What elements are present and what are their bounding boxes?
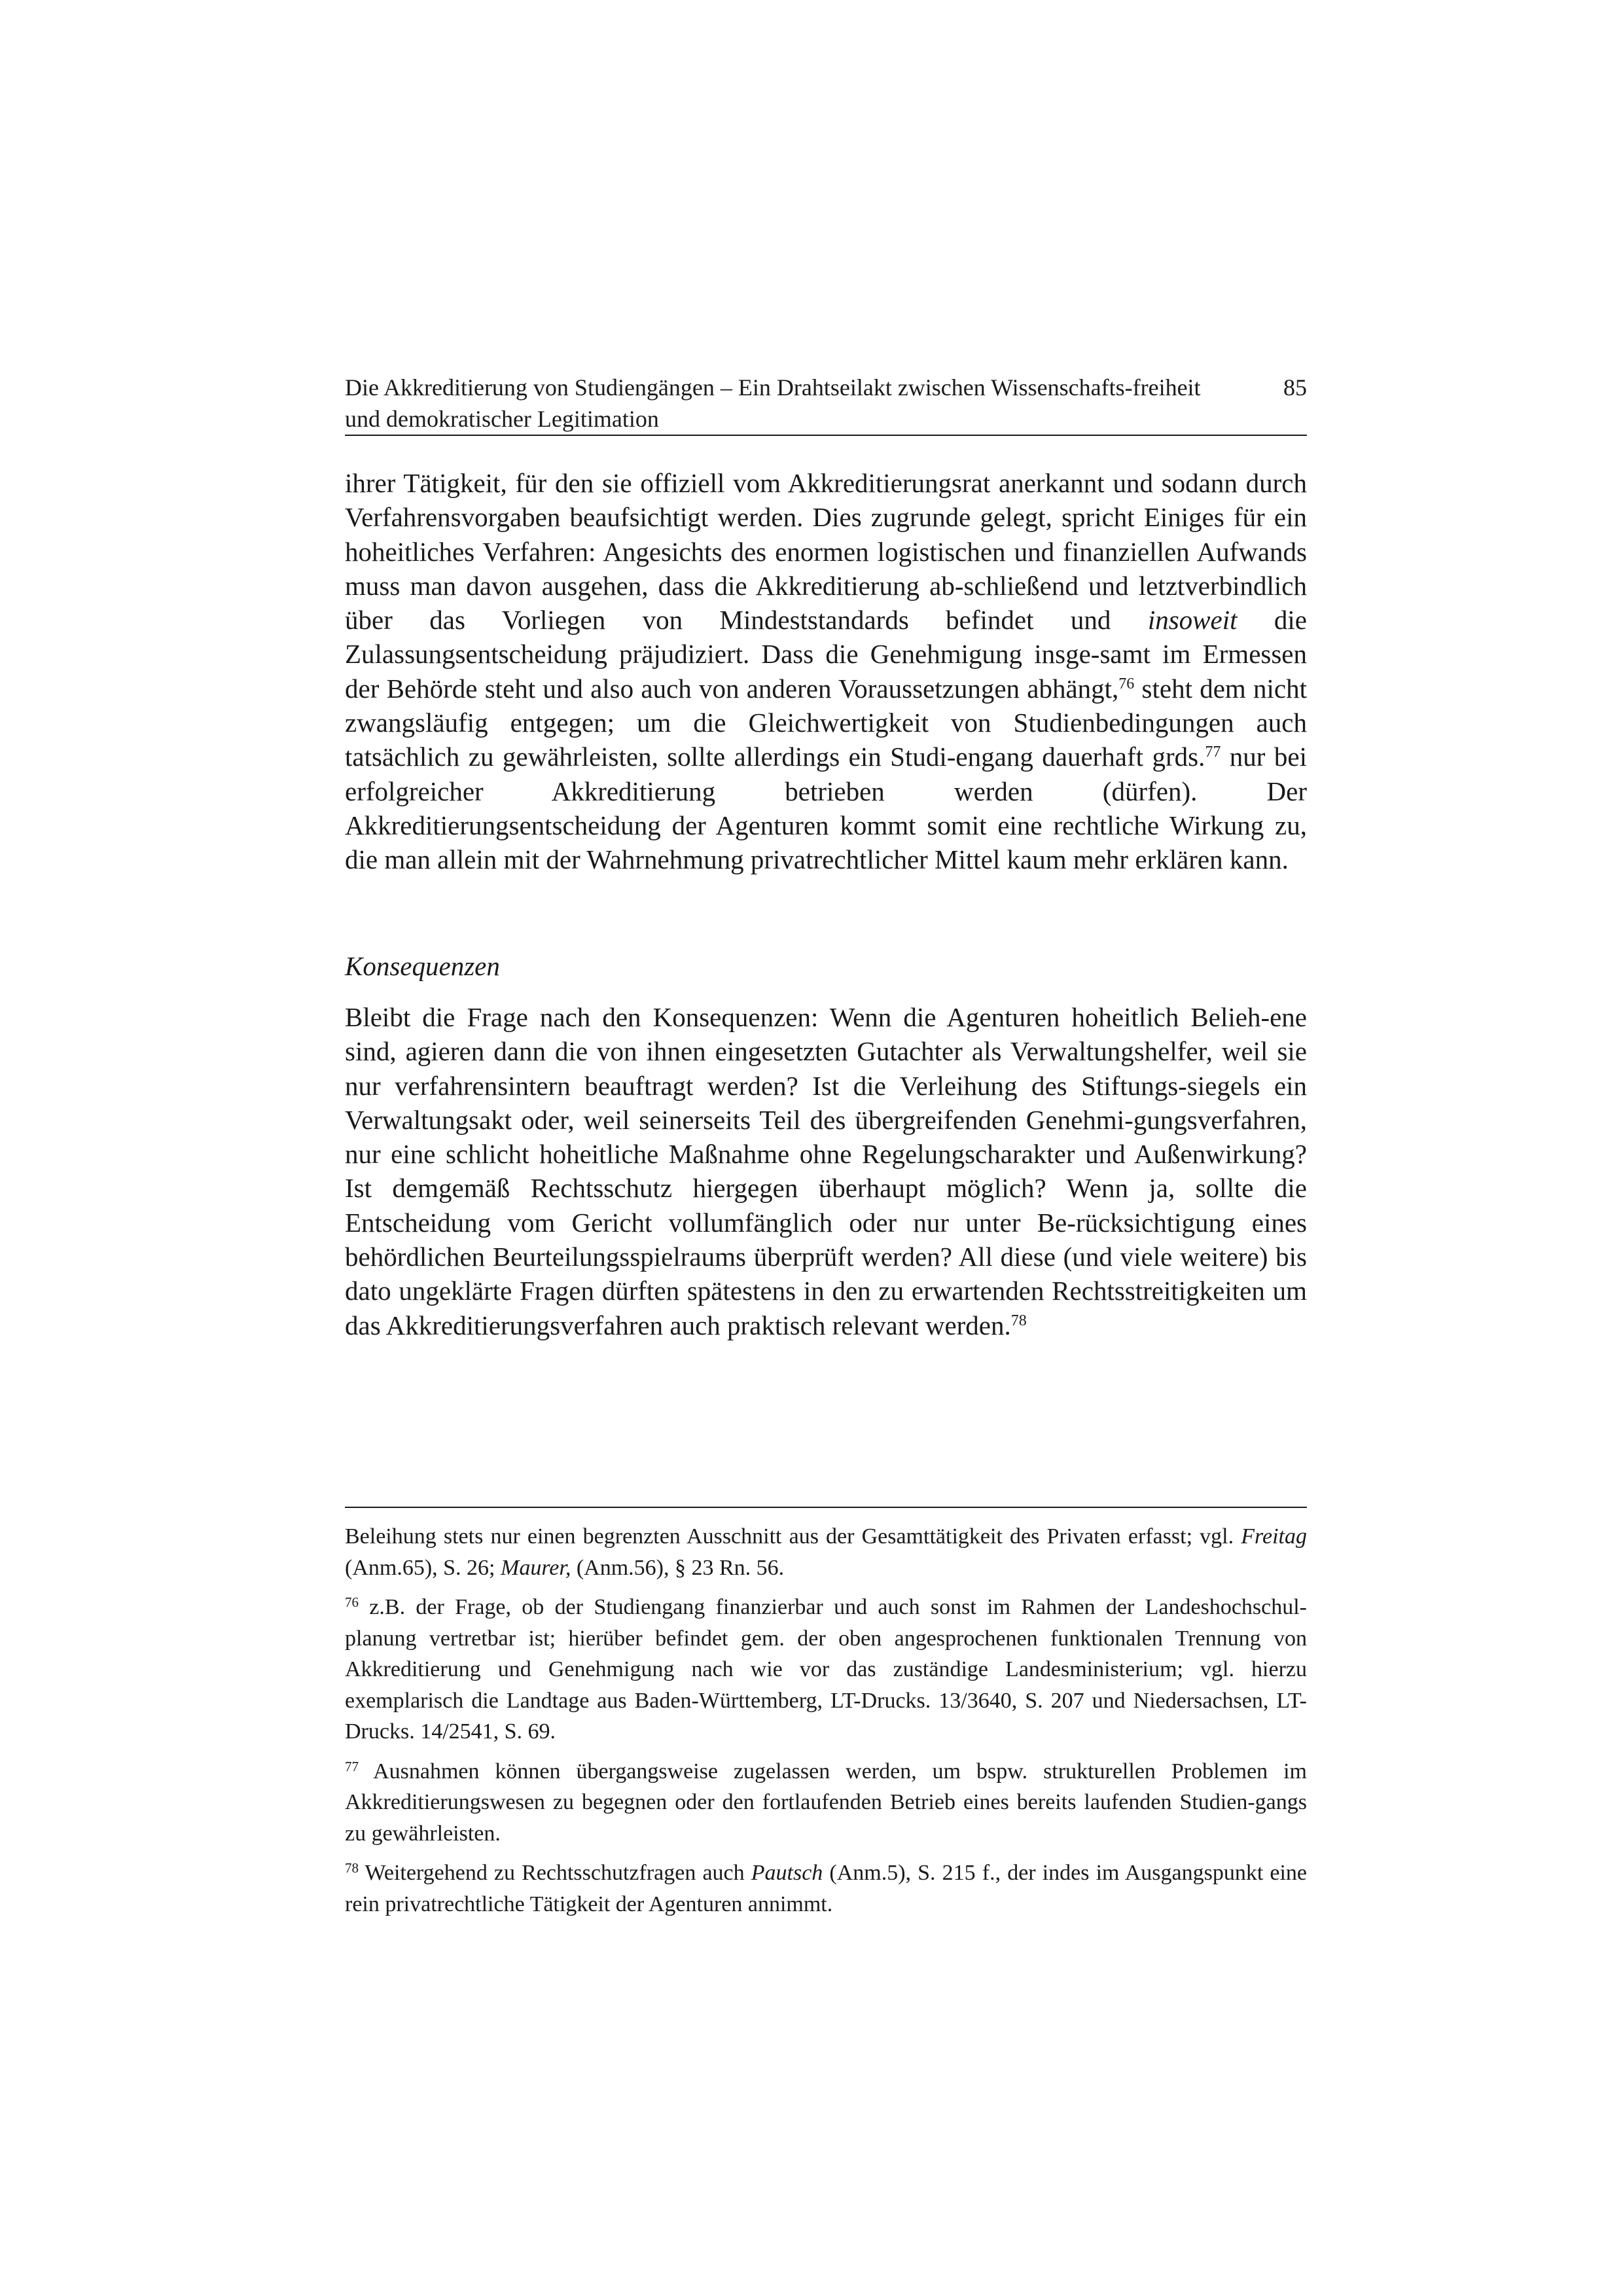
text-run: Ausnahmen können übergangsweise zugelassen werden, um bspw. strukturellen Problemen im Akkreditierungswesen zu begegnen oder den fortlaufenden Betrieb eines bereits laufenden Studien-gangs zu gewährleisten. (345, 1759, 1307, 1846)
emphasis-insoweit: insoweit (1147, 605, 1238, 636)
text-run: Bleibt die Frage nach den Konsequenzen: Wenn die Agenturen hoheitlich Belieh-ene sind, agieren dann die von ihnen eingesetzten Gutachter als Verwaltungshelfer, weil sie nur verfahrensintern beauftragt werden? Ist die Verleihung des Stiftungs-siegels ein Verwaltungsakt oder, weil seinerseits Teil des übergreifenden Genehmi-gungsverfahren, nur eine schlicht hoheitliche Maßnahme ohne Regelungscharakter und Außenwirkung? Ist demgemäß Rechtsschutz hiergegen überhaupt möglich? Wenn ja, sollte die Entscheidung vom Gericht vollumfänglich oder nur unter Be-rücksichtigung eines behördlichen Beurteilungsspielraums überprüft werden? All diese (und viele weitere) bis dato ungeklärte Fragen dürften spätestens in den zu erwartenden Rechtsstreitigkeiten um das Akkreditierungsverfahren auch praktisch relevant werden. (345, 1002, 1307, 1340)
text-run: (Anm.65), S. 26; (345, 1555, 501, 1580)
author-freitag: Freitag (1241, 1524, 1307, 1549)
footnote-ref-77[interactable]: 77 (1205, 744, 1221, 761)
body-paragraph-2 (345, 1000, 1307, 1342)
text-run: Beleihung stets nur einen begrenzten Ausschnitt aus der Gesamttätigkeit des Privaten erfasst; vgl. (345, 1524, 1241, 1549)
footnote-ref-78[interactable]: 78 (1010, 1312, 1027, 1329)
running-header-title: Die Akkreditierung von Studiengängen – Ein Drahtseilakt zwischen Wissenschafts-freiheit und demokratischer Legitimation (345, 374, 1201, 432)
footnote-number: 77 (345, 1758, 359, 1774)
text-run: (Anm.56), § 23 Rn. 56. (571, 1555, 785, 1580)
text-run: die Zulassungsentscheidung präjudiziert. Dass die Genehmigung insge-samt im Ermessen der Behörde steht und also auch von anderen Voraussetzungen abhängt, (345, 605, 1307, 704)
section-heading: Konsequenzen (345, 951, 500, 981)
footnote-ref-76[interactable]: 76 (1118, 675, 1135, 692)
author-pautsch: Pautsch (751, 1861, 823, 1885)
footnote-77 (345, 1756, 1307, 1850)
header-divider (345, 435, 1307, 436)
footnotes (345, 1521, 1307, 1928)
body-paragraph-1 (345, 466, 1307, 877)
text-run: Weitergehend zu Rechtsschutzfragen auch (359, 1861, 751, 1885)
text-run: z.B. der Frage, ob der Studiengang finanzierbar und auch sonst im Rahmen der Landeshochschul-planung vertretbar ist; hierüber befindet gem. der oben angesprochenen funktionalen Trennung von Akkreditierung und Genehmigung nach wie vor das zuständige Landesministerium; vgl. hierzu exemplarisch die Landtage aus Baden-Württemberg, LT-Drucks. 13/3640, S. 207 und Niedersachsen, LT-Drucks. 14/2541, S. 69. (345, 1595, 1307, 1744)
footnote-number: 76 (345, 1594, 359, 1610)
author-maurer: Maurer, (501, 1555, 571, 1580)
text-run: (Anm.5), S. 215 f., der indes im Ausgangspunkt eine rein privatrechtliche Tätigkeit der Agenturen annimmt. (345, 1861, 1307, 1916)
footnote-divider (345, 1507, 1307, 1508)
footnote-number: 78 (345, 1860, 359, 1876)
running-header (345, 372, 1307, 435)
page-number: 85 (1283, 374, 1307, 401)
footnote-76 (345, 1592, 1307, 1748)
footnote-continuation (345, 1521, 1307, 1583)
footnote-78 (345, 1857, 1307, 1920)
text-run: nur bei erfolgreicher Akkreditierung betrieben werden (dürfen). Der Akkreditierungsentscheidung der Agenturen kommt somit eine rechtliche Wirkung zu, die man allein mit der Wahrnehmung privatrechtlicher Mittel kaum mehr erklären kann. (345, 742, 1307, 875)
text-run: ihrer Tätigkeit, für den sie offiziell vom Akkreditierungsrat anerkannt und sodann durch Verfahrensvorgaben beaufsichtigt werden. Dies zugrunde gelegt, spricht Einiges für ein hoheitliches Verfahren: Angesichts des enormen logistischen und finanziellen Aufwands muss man davon ausgehen, dass die Akkreditierung ab-schließend und letztverbindlich über das Vorliegen von Mindeststandards befindet und (345, 468, 1307, 636)
text-run: steht dem nicht zwangsläufig entgegen; um die Gleichwertigkeit von Studienbedingungen auch tatsächlich zu gewährleisten, sollte allerdings ein Studi-engang dauerhaft grds. (345, 673, 1307, 772)
